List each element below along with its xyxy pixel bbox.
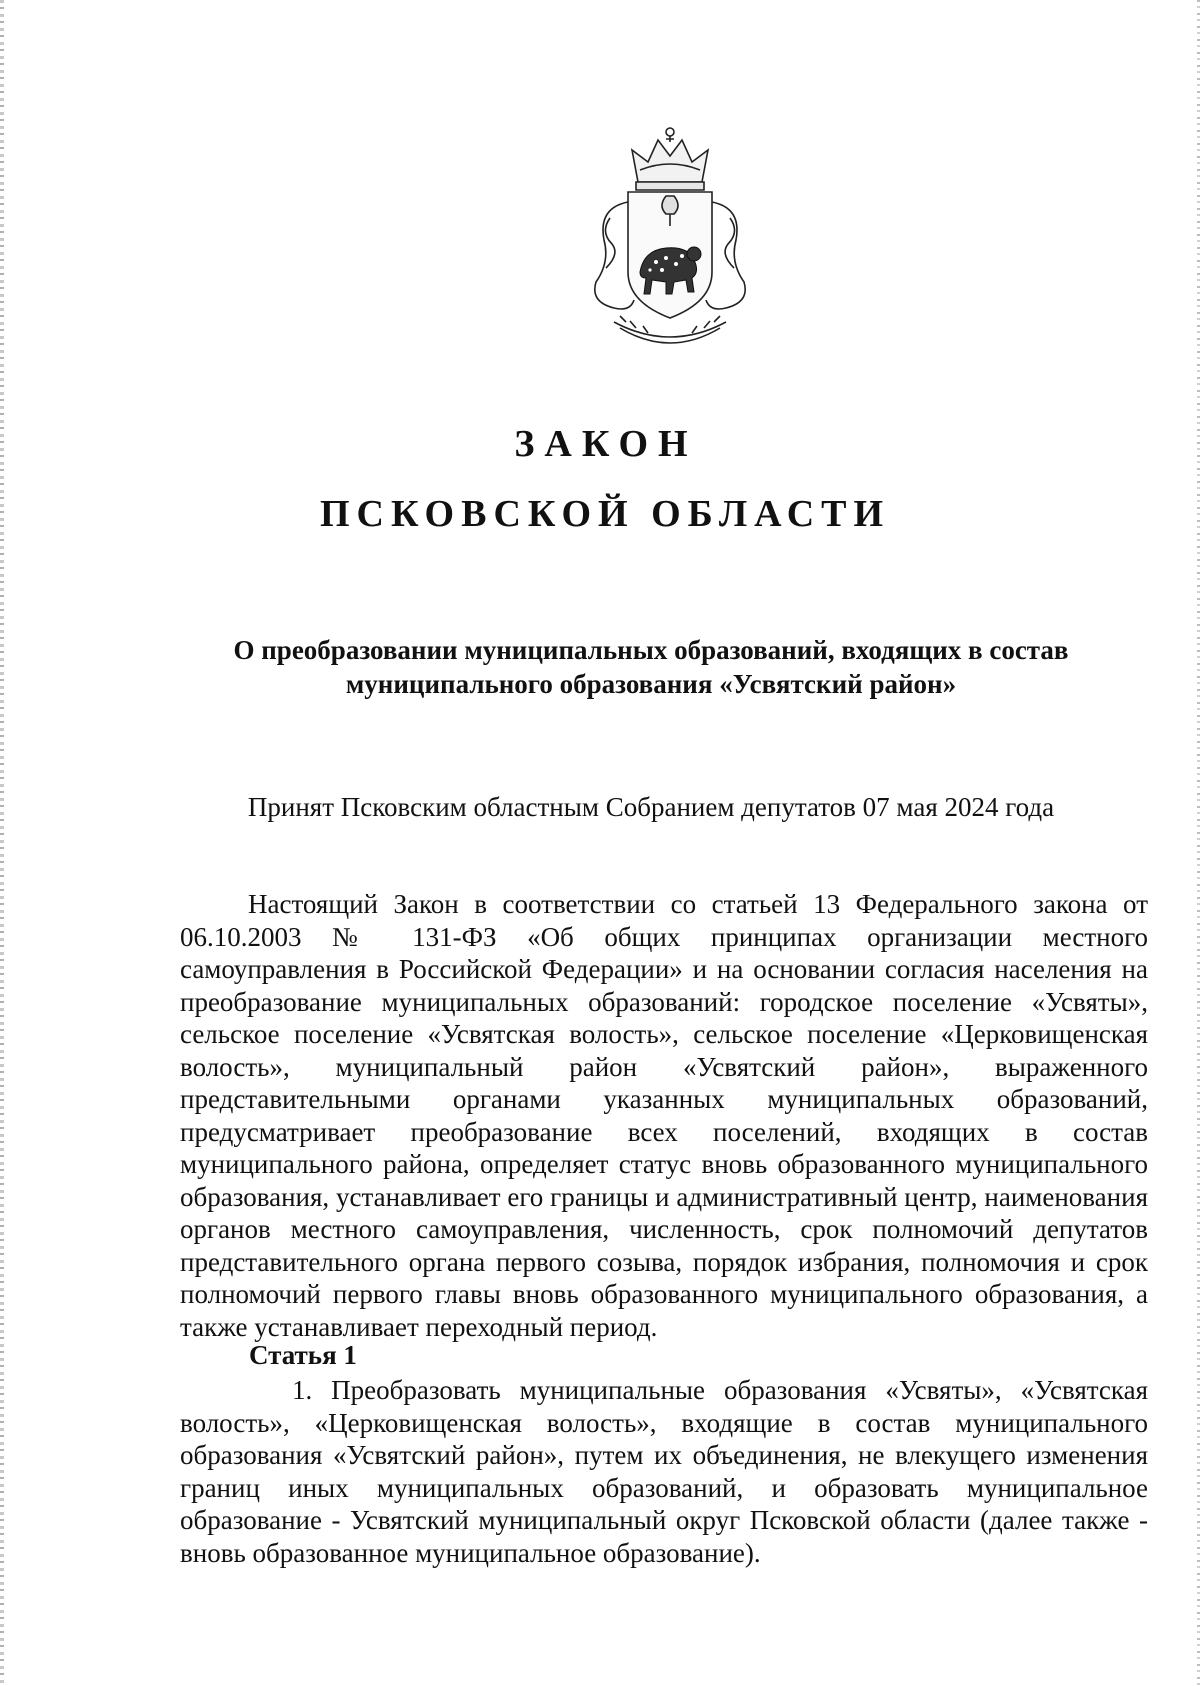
scan-edge-left <box>0 0 4 1686</box>
document-issuer: ПСКОВСКОЙ ОБЛАСТИ <box>319 493 891 535</box>
document-title: ЗАКОН <box>514 423 698 465</box>
preamble-paragraph: Настоящий Закон в соответствии со статьей 13 Федерального закона от 06.10.2003 № 131-ФЗ «Об общих принципах организации местного самоуправления в Российской Федерации» и на основании согласия населения на преобразование муниципальных образований: городское поселение «Усвяты», сельское поселение «Усвятская волость», сельское поселение «Церковищенская волость», муниципальный район «Усвятский район», выраженного представительными органами указанных муниципальных образований, предусматривает преобразование всех поселений, входящих в состав муниципального района, определяет статус вновь образованного муниципального образования, устанавливает его границы и административный центр, наименования органов местного самоуправления, численность, срок полномочий депутатов представительного органа первого созыва, порядок избрания, полномочия и срок полномочий первого главы вновь образованного муниципального образования, а также устанавливает переходный период. <box>180 889 1148 1342</box>
coat-of-arms-icon <box>570 122 770 362</box>
article-heading: Статья 1 <box>249 1340 357 1370</box>
law-subject <box>180 633 1122 701</box>
adoption-statement: Принят Псковским областным Собранием депутатов 07 мая 2024 года <box>247 792 1055 822</box>
law-subject-line: О преобразовании муниципальных образований, входящих в состав <box>233 635 1069 665</box>
law-subject-line: муниципального образования «Усвятский район» <box>345 669 957 699</box>
article-paragraph: 1. Преобразовать муниципальные образования «Усвяты», «Усвятская волость», «Церковищенская волость», входящие в состав муниципального образования «Усвятский район», путем их объединения, не влекущего изменения границ иных муниципальных образований, и образовать муниципальное образование - Усвятский муниципальный округ Псковской области (далее также - вновь образованное муниципальное образование). <box>180 1375 1148 1568</box>
